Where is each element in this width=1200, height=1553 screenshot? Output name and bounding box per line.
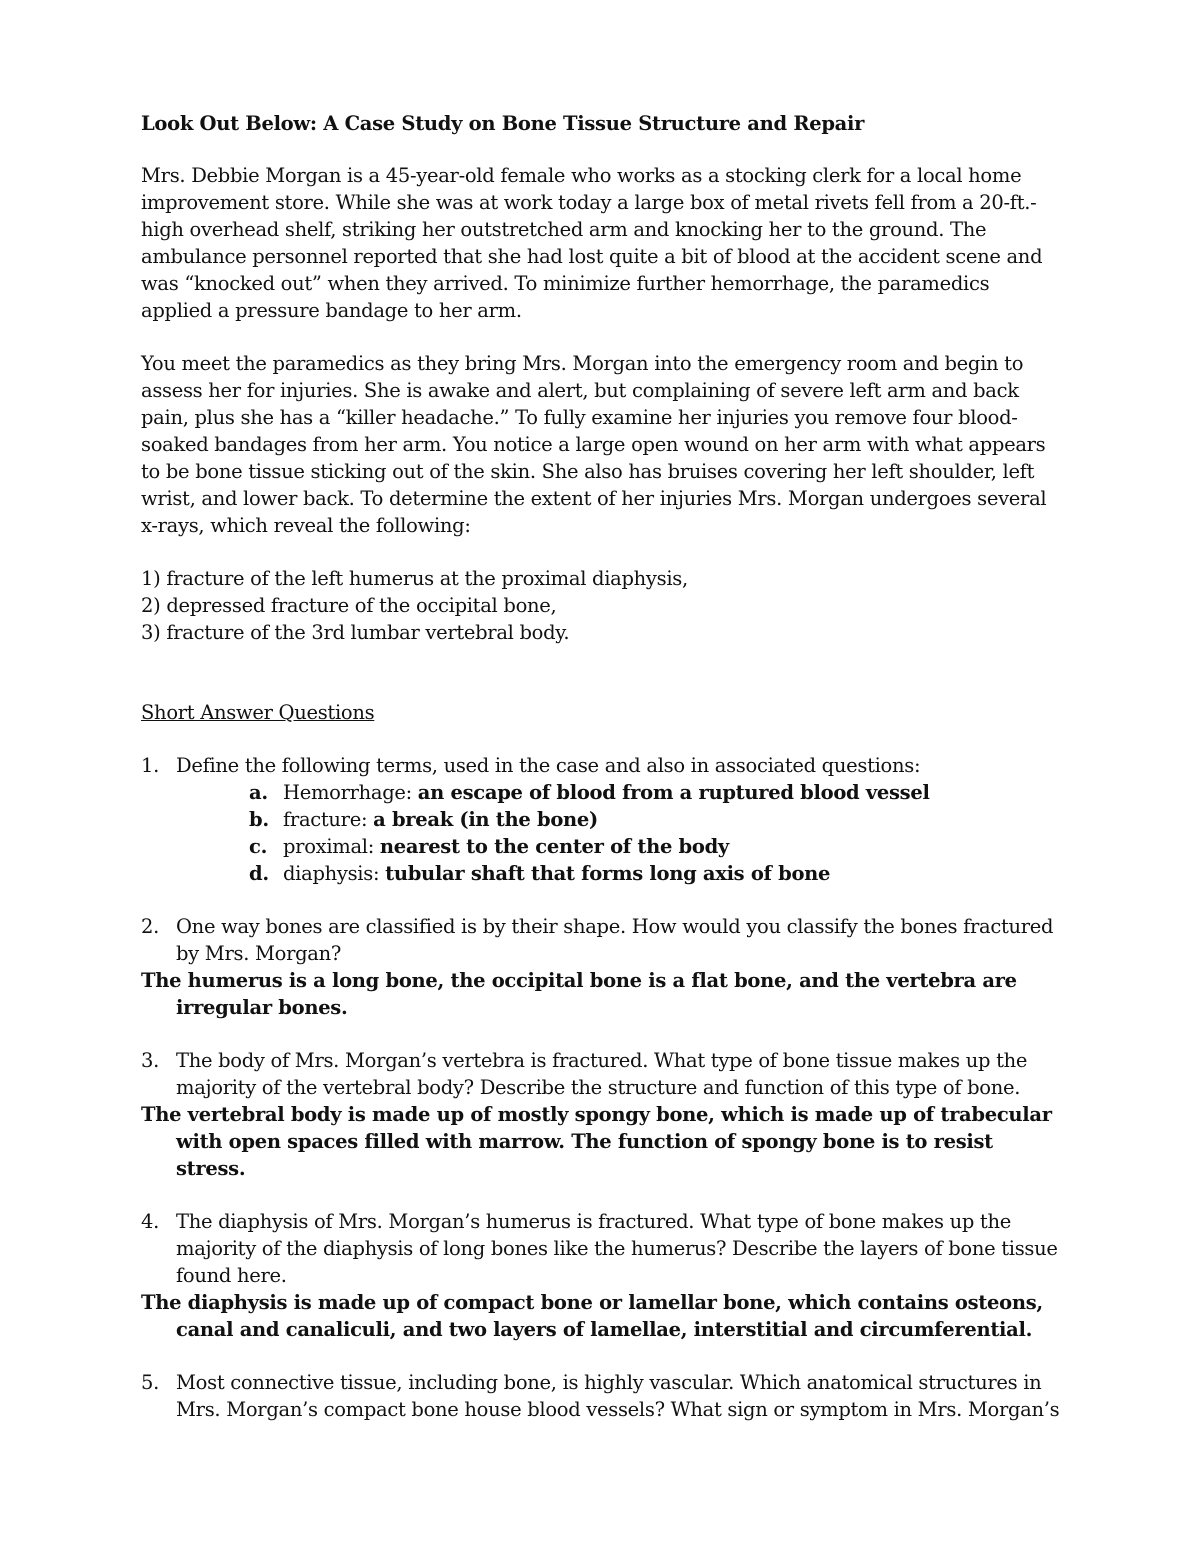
xray-findings-list [141, 565, 1060, 646]
question-number: 3. [141, 1049, 160, 1072]
question-3 [141, 1047, 1060, 1101]
finding-item: 2) depressed fracture of the occipital bone, [141, 594, 557, 617]
definition-letter: d. [249, 862, 269, 885]
question-1 [141, 752, 1060, 779]
definition-term: proximal: [283, 835, 380, 858]
case-paragraph-1: Mrs. Debbie Morgan is a 45-year-old female who works as a stocking clerk for a local home improvement store. While she was at work today a large box of metal rivets fell from a 20-ft.-high overhead shelf, striking her outstretched arm and knocking her to the ground. The ambulance personnel reported that she had lost quite a bit of blood at the accident scene and was “knocked out” when they arrived. To minimize further hemorrhage, the paramedics applied a pressure bandage to her arm. [141, 164, 1043, 322]
answer-4: The diaphysis is made up of compact bone or lamellar bone, which contains osteons, canal and canaliculi, and two layers of lamellae, interstitial and circumferential. [141, 1291, 1043, 1341]
definition-answer: an escape of blood from a ruptured blood vessel [417, 781, 930, 804]
definitions-list [141, 779, 1060, 887]
question-number: 4. [141, 1210, 160, 1233]
document-title: Look Out Below: A Case Study on Bone Tissue Structure and Repair [141, 112, 865, 135]
definition-item [249, 833, 1060, 860]
question-text: The diaphysis of Mrs. Morgan’s humerus is fractured. What type of bone makes up the majority of the diaphysis of long bones like the humerus? Describe the layers of bone tissue found here. [176, 1210, 1058, 1287]
definition-letter: c. [249, 835, 268, 858]
definition-item [249, 860, 1060, 887]
answer-2: The humerus is a long bone, the occipital bone is a flat bone, and the vertebra are irregular bones. [141, 969, 1017, 1019]
finding-item: 1) fracture of the left humerus at the proximal diaphysis, [141, 567, 688, 590]
definition-answer: tubular shaft that forms long axis of bone [385, 862, 831, 885]
definition-term: fracture: [283, 808, 374, 831]
definition-term: Hemorrhage: [283, 781, 418, 804]
question-number: 2. [141, 915, 160, 938]
question-4 [141, 1208, 1060, 1289]
definition-letter: b. [249, 808, 269, 831]
definition-answer: a break (in the bone) [373, 808, 598, 831]
definition-letter: a. [249, 781, 268, 804]
definition-item [249, 779, 1060, 806]
definition-answer: nearest to the center of the body [379, 835, 729, 858]
question-text: Most connective tissue, including bone, is highly vascular. Which anatomical structures in Mrs. Morgan’s compact bone house blood vessels? What sign or symptom in Mrs. Morgan’s [176, 1371, 1060, 1421]
answer-3: The vertebral body is made up of mostly spongy bone, which is made up of trabecular with open spaces filled with marrow. The function of spongy bone is to resist stress. [141, 1103, 1052, 1180]
question-text: Define the following terms, used in the case and also in associated questions: [176, 754, 921, 777]
question-2 [141, 913, 1060, 967]
question-5 [141, 1369, 1060, 1423]
definition-term: diaphysis: [283, 862, 386, 885]
definition-item [249, 806, 1060, 833]
question-text: One way bones are classified is by their shape. How would you classify the bones fractured by Mrs. Morgan? [176, 915, 1054, 965]
case-paragraph-2: You meet the paramedics as they bring Mrs. Morgan into the emergency room and begin to assess her for injuries. She is awake and alert, but complaining of severe left arm and back pain, plus she has a “killer headache.” To fully examine her injuries you remove four blood-soaked bandages from her arm. You notice a large open wound on her arm with what appears to be bone tissue sticking out of the skin. She also has bruises covering her left shoulder, left wrist, and lower back. To determine the extent of her injuries Mrs. Morgan undergoes several x-rays, which reveal the following: [141, 352, 1047, 537]
question-number: 1. [141, 754, 160, 777]
question-text: The body of Mrs. Morgan’s vertebra is fractured. What type of bone tissue makes up the majority of the vertebral body? Describe the structure and function of this type of bone. [176, 1049, 1028, 1099]
question-number: 5. [141, 1371, 160, 1394]
section-heading: Short Answer Questions [141, 701, 375, 724]
finding-item: 3) fracture of the 3rd lumbar vertebral body. [141, 621, 570, 644]
